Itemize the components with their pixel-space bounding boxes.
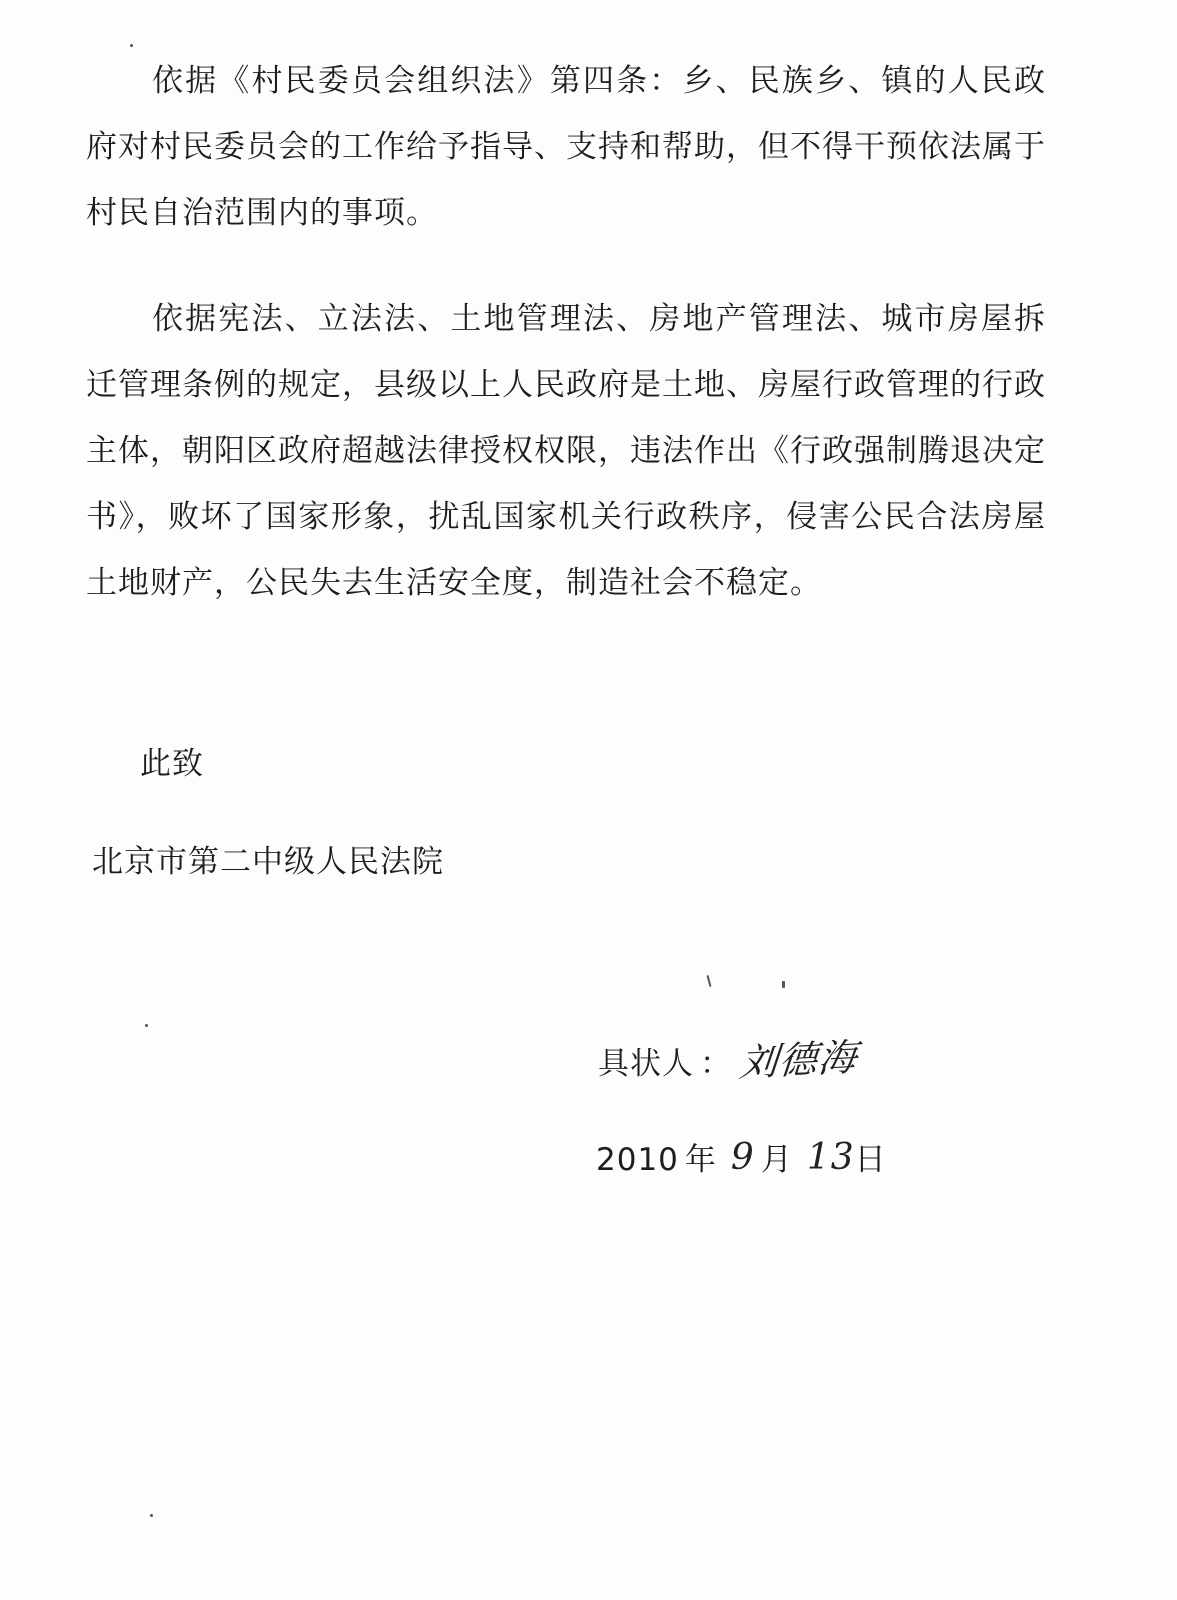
date-month-handwritten: 9 bbox=[730, 1137, 755, 1178]
scan-speck bbox=[782, 981, 785, 988]
signer-label: 具状人 bbox=[598, 1046, 694, 1082]
salutation: 此致 bbox=[140, 746, 204, 782]
date-year-unit: 年 bbox=[684, 1142, 717, 1178]
paragraph-legal-basis: 依据宪法、立法法、土地管理法、房地产管理法、城市房屋拆迁管理条例的规定，县级以上人民政府是土地、房屋行政管理的行政主体，朝阳区政府超越法律授权权限，违法作出《行政强制腾退决定书》，败坏了国家形象，扰乱国家机关行政秩序，侵害公民合法房屋土地财产，公民失去生活安全度，制造社会不稳定。 bbox=[86, 301, 1046, 601]
scan-speck bbox=[150, 1514, 153, 1517]
handwritten-signature: 刘德海 bbox=[737, 1034, 860, 1086]
scan-speck bbox=[145, 1024, 148, 1027]
scan-speck bbox=[130, 44, 133, 47]
recipient-court: 北京市第二中级人民法院 bbox=[92, 844, 444, 880]
date-day-unit: 日 bbox=[854, 1142, 887, 1178]
date-day-handwritten: 13 bbox=[806, 1137, 855, 1178]
signer-colon: ： bbox=[700, 1046, 732, 1082]
paragraph-article-four: 依据《村民委员会组织法》第四条：乡、民族乡、镇的人民政府对村民委员会的工作给予指导、支持和帮助，但不得干预依法属于村民自治范围内的事项。 bbox=[86, 63, 1046, 231]
date-month-unit: 月 bbox=[760, 1142, 793, 1178]
date-year: 2010 bbox=[596, 1142, 679, 1178]
date-row bbox=[596, 1136, 887, 1180]
signer-row bbox=[598, 1034, 860, 1086]
scan-speck bbox=[706, 975, 711, 987]
